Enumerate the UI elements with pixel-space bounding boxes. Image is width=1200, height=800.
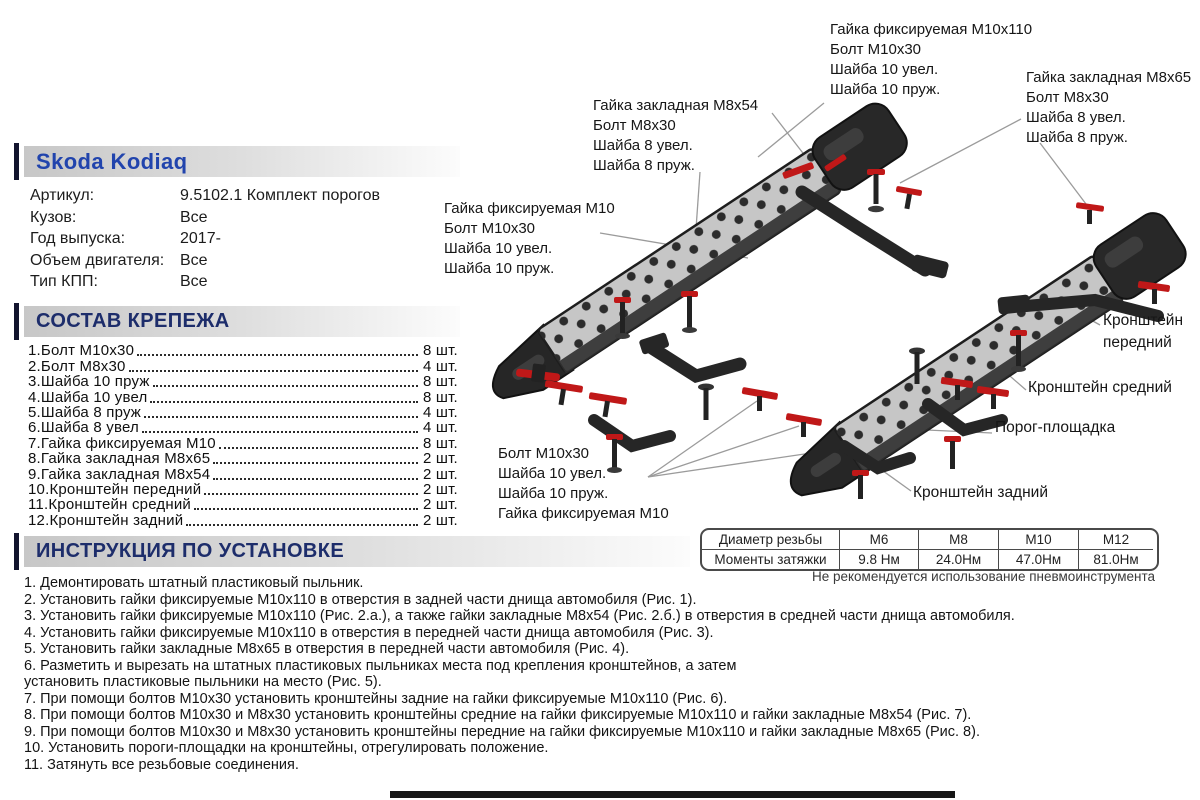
hardware-qty: 2 шт. (423, 496, 458, 514)
hardware-name: 9.Гайка закладная М8х54 (28, 465, 211, 483)
text-line: установить пластиковые пыльники на место (Рис. 5). (24, 674, 382, 690)
text-line: 1. Демонтировать штатный пластиковый пыльник. (24, 575, 364, 591)
hardware-name: 11.Кронштейн средний (28, 496, 192, 514)
info-row (30, 230, 460, 252)
callout-m10-rear (498, 444, 669, 524)
footer-rule (390, 791, 955, 798)
hardware-qty: 2 шт. (423, 511, 458, 529)
info-value: Все (180, 251, 208, 269)
hardware-name: 3.Шайба 10 пруж (28, 373, 150, 391)
info-row (30, 187, 460, 209)
text-line: Шайба 8 увел. (1026, 109, 1126, 126)
text-line: Гайка фиксируемая М10 (444, 200, 615, 217)
info-label: Артикул: (30, 187, 95, 204)
running-board-right (774, 207, 1192, 512)
callout-m10x110 (830, 20, 1032, 100)
text-line: Кронштейн (1103, 312, 1184, 329)
accent-bar (14, 143, 19, 180)
clamp-nut-icon (1076, 202, 1105, 224)
accent-bar (14, 303, 19, 340)
text-line: Болт М10х30 (498, 445, 590, 462)
hardware-qty: 2 шт. (423, 480, 458, 498)
text-line: Порог-площадка (995, 419, 1116, 436)
torque-cell: М6 (840, 530, 919, 550)
text-line: Болт М8х30 (593, 117, 676, 134)
dot-leader (213, 478, 418, 480)
hardware-name: 5.Шайба 8 пруж (28, 403, 142, 421)
hardware-name: 8.Гайка закладная М8х65 (28, 450, 211, 468)
instructions-list (24, 575, 1190, 773)
callout-m8x65 (1026, 68, 1191, 148)
torque-table (700, 528, 1159, 571)
text-line: Шайба 10 увел. (444, 240, 553, 257)
text-line: 4. Установить гайки фиксируемые М10х110 в отверстия в передней части днища автомобиля (Рис. 3). (24, 624, 714, 641)
torque-cell: Моменты затяжки (702, 550, 840, 569)
text-line: Болт М10х30 (444, 220, 536, 237)
text-line: передний (1103, 334, 1172, 351)
label-front-bracket (1103, 310, 1183, 354)
text-line: Гайка закладная М8х65 (1026, 69, 1192, 86)
hardware-heading-bar (24, 306, 460, 337)
info-value: Все (180, 273, 208, 291)
hardware-name: 10.Кронштейн передний (28, 480, 202, 498)
page-title: Skoda Kodiaq (36, 149, 188, 174)
info-value: Все (180, 208, 208, 226)
text-line: 11. Затянуть все резьбовые соединения. (24, 756, 299, 773)
callout-m8x54 (593, 96, 758, 176)
label-running-board (995, 417, 1115, 439)
torque-cell: М8 (919, 530, 999, 550)
hardware-qty: 2 шт. (423, 465, 458, 483)
label-middle-bracket (1028, 377, 1172, 399)
dot-leader (153, 385, 418, 387)
dot-leader (129, 370, 418, 372)
info-row (30, 209, 460, 231)
text-line: Шайба 10 пруж. (444, 260, 555, 277)
dot-leader (137, 354, 418, 356)
dot-leader (194, 508, 418, 510)
hardware-name: 2.Болт М8х30 (28, 357, 126, 375)
middle-bracket-left (639, 332, 740, 376)
hardware-list (28, 344, 475, 529)
product-info (30, 187, 460, 295)
info-label: Тип КПП: (30, 273, 98, 291)
info-value: 9.5102.1 Комплект порогов (180, 187, 381, 204)
text-line: Шайба 8 пруж. (593, 157, 695, 174)
hardware-qty: 8 шт. (423, 388, 458, 406)
text-line: 8. При помощи болтов М10х30 и М8х30 установить кронштейны средние на гайки фиксируемые М10х110 и гайки закладные М8х54 (Рис. 7). (24, 707, 972, 723)
text-line: 6. Разметить и вырезать на штатных пластиковых пыльниках места под крепления кронштейнов, а затем (24, 657, 737, 674)
dot-leader (219, 447, 418, 449)
torque-cell: 9.8 Нм (840, 550, 919, 569)
dot-leader (213, 462, 418, 464)
info-row (30, 273, 460, 295)
hardware-name: 4.Шайба 10 увел (28, 388, 148, 406)
info-label: Кузов: (30, 208, 77, 226)
text-line: Кронштейн средний (1028, 379, 1172, 396)
hardware-qty: 8 шт. (423, 373, 458, 391)
bolt-m8-icon (681, 291, 698, 333)
instructions-heading-bar (24, 536, 690, 567)
text-line: Шайба 8 пруж. (1026, 129, 1128, 146)
text-line: Гайка фиксируемая М10х110 (830, 21, 1033, 38)
hardware-name: 7.Гайка фиксируемая М10 (28, 434, 216, 452)
dot-leader (144, 416, 418, 418)
text-line: Болт М10х30 (830, 41, 922, 58)
info-label: Год выпуска: (30, 230, 126, 248)
text-line: Шайба 8 увел. (593, 137, 693, 154)
instructions-heading: ИНСТРУКЦИЯ ПО УСТАНОВКЕ (36, 540, 345, 562)
dot-leader (204, 493, 418, 495)
torque-cell: М12 (1079, 530, 1153, 550)
text-line: 2. Установить гайки фиксируемые М10х110 в отверстия в задней части днища автомобиля (Рис. 1). (24, 591, 697, 608)
text-line: Шайба 10 увел. (498, 465, 607, 482)
torque-cell: М10 (999, 530, 1079, 550)
hardware-name: 12.Кронштейн задний (28, 511, 184, 529)
torque-cell: 81.0Нм (1093, 552, 1139, 567)
dot-leader (186, 524, 418, 526)
hardware-qty: 8 шт. (423, 342, 458, 360)
text-line: Шайба 10 пруж. (830, 81, 941, 98)
text-line: 7. При помощи болтов М10х30 установить кронштейны задние на гайки фиксируемые М10х110 (Рис. 6). (24, 690, 728, 707)
hardware-item (28, 513, 475, 528)
hardware-qty: 4 шт. (423, 403, 458, 421)
text-line: Шайба 10 пруж. (498, 485, 609, 502)
callout-m10-mid (444, 199, 615, 279)
hardware-name: 1.Болт М10х30 (28, 342, 135, 360)
dot-leader (142, 431, 418, 433)
hardware-heading: СОСТАВ КРЕПЕЖА (36, 310, 230, 332)
dot-leader (150, 401, 418, 403)
hardware-qty: 8 шт. (423, 434, 458, 452)
clamp-nut-icon (896, 186, 923, 210)
label-rear-bracket (913, 482, 1048, 504)
text-line: 10. Установить пороги-площадки на кронштейны, отрегулировать положение. (24, 740, 549, 756)
info-label: Объем двигателя: (30, 251, 165, 269)
bolt-floating-icon (698, 384, 714, 421)
info-value: 2017- (180, 230, 221, 248)
text-line: 3. Установить гайки фиксируемые М10х110 (Рис. 2.а.), а также гайки закладные М8х54 (Рис. 2.б.) в отверстия в средней части днища автомобиля. (24, 608, 1015, 624)
text-line: Кронштейн задний (913, 484, 1048, 501)
info-row (30, 252, 460, 274)
text-line: Болт М8х30 (1026, 89, 1109, 106)
hardware-name: 6.Шайба 8 увел (28, 419, 139, 437)
product-title-bar (24, 146, 460, 177)
text-line: Гайка фиксируемая М10 (498, 505, 669, 522)
accent-bar (14, 533, 19, 570)
text-line: 5. Установить гайки закладные М8х65 в отверстия в передней части автомобиля (Рис. 4). (24, 641, 630, 657)
text-line: Шайба 10 увел. (830, 61, 939, 78)
text-line: Гайка закладная М8х54 (593, 97, 759, 114)
torque-cell: 24.0Нм (919, 550, 999, 569)
torque-note: Не рекомендуется использование пневмоинструмента (811, 569, 1155, 584)
hardware-qty: 2 шт. (423, 450, 458, 468)
torque-cell: Диаметр резьбы (702, 530, 840, 550)
hardware-qty: 4 шт. (423, 357, 458, 375)
torque-cell: 47.0Нм (999, 550, 1079, 569)
text-line: 9. При помощи болтов М10х30 и М8х30 установить кронштейны передние на гайки фиксируемые М10х110 и гайки закладные М8х65 (Рис. 8). (24, 723, 980, 740)
hardware-qty: 4 шт. (423, 419, 458, 437)
